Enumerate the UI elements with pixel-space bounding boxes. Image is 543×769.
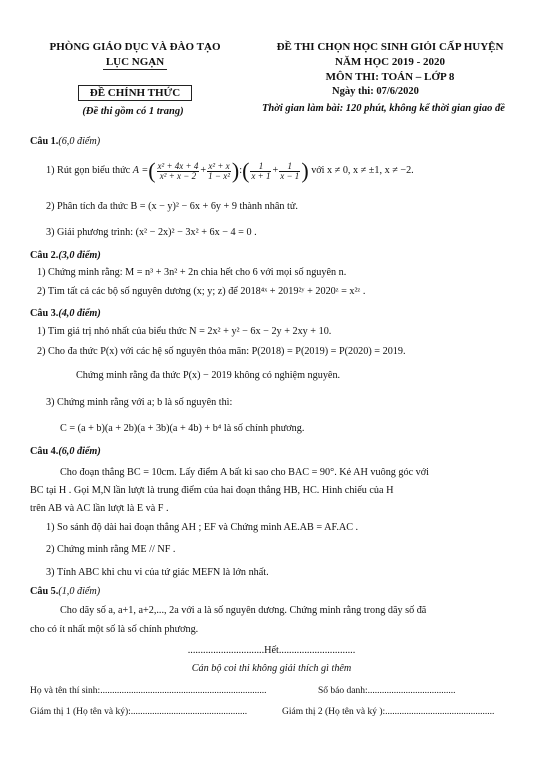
q4-part1: 1) So sánh độ dài hai đoạn thẳng AH ; EF và Chứng minh AE.AB = AF.AC .: [46, 522, 359, 533]
q4-intro-line2: BC tại H . Gọi M,N lần lượt là trung điểm của hai đoạn thẳng HB, HC. Hình chiếu của H: [30, 485, 394, 496]
q1-heading: Câu 1.(6,0 điểm): [30, 136, 101, 147]
q3-part2: 2) Cho đa thức P(x) với các hệ số nguyên thỏa mãn: P(2018) = P(2019) = P(2020) = 2019.: [37, 346, 406, 357]
q5-heading: Câu 5.(1,0 điểm): [30, 586, 101, 597]
official-label: ĐỀ CHÍNH THỨC: [89, 87, 181, 99]
candidate-number-field: Số báo danh:.....................................: [318, 686, 456, 696]
subject: MÔN THI: TOÁN – LỚP 8: [325, 71, 455, 83]
duration: Thời gian làm bài: 120 phút, không kể thời gian giao đề: [262, 103, 505, 114]
proctor1-field: Giám thị 1 (Họ tên và ký):.................................................: [30, 707, 248, 717]
end-marker: ..............................Hết..............................: [187, 645, 356, 656]
q4-intro-line3: trên AB và AC lần lượt là E và F .: [30, 503, 169, 514]
q2-heading: Câu 2.(3,0 điểm): [30, 250, 101, 261]
q3-part3: 3) Chứng minh rằng với a; b là số nguyên thì:: [46, 397, 233, 408]
q4-part2: 2) Chứng minh rằng ME // NF .: [46, 544, 176, 555]
q4-part3: 3) Tính ABC khi chu vi của tứ giác MEFN là lớn nhất.: [46, 567, 269, 578]
q1-part1: 1) Rút gọn biểu thức A = ( $\frac{\text{x² + 4x + 4}}{\text{x² + x − 2}}$ + $\frac{\text{x² + x}}{\text{1 − x²}}$ ) : ( $\frac{1}{x + 1}$ + $\frac{1}{x - 1}$ ) với x ≠ 0, x ≠ ±1, x ≠ −2.: [46, 158, 414, 183]
q5-line1: Cho dãy số a, a+1, a+2,..., 2a với a là số nguyên dương. Chứng minh rằng trong dãy số đã: [60, 605, 427, 616]
exam-date: Ngày thi: 07/6/2020: [332, 86, 419, 97]
exam-title: ĐỀ THI CHỌN HỌC SINH GIỎI CẤP HUYỆN: [276, 41, 504, 53]
q3-part1: 1) Tìm giá trị nhỏ nhất của biểu thức N = 2x² + y² − 6x − 2y + 2xy + 10.: [37, 326, 332, 337]
q3-part3-expr: C = (a + b)(a + 2b)(a + 3b)(a + 4b) + b⁴ là số chính phương.: [60, 423, 305, 434]
district-name: LỤC NGẠN: [105, 56, 165, 68]
q2-part1: 1) Chứng minh rằng: M = n³ + 3n² + 2n chia hết cho 6 với mọi số nguyên n.: [37, 267, 347, 278]
q1-part3: 3) Giải phương trình: (x² − 2x)² − 3x² + 6x − 4 = 0 .: [46, 227, 257, 238]
q4-heading: Câu 4.(6,0 điểm): [30, 446, 101, 457]
district-underline: [103, 69, 167, 70]
q5-line2: cho có ít nhất một số là số chính phương.: [30, 624, 199, 635]
proctor2-field: Giám thị 2 (Họ tên và ký ):..............................................: [282, 707, 495, 717]
q4-intro-line1: Cho đoạn thẳng BC = 10cm. Lấy điểm A bất kì sao cho BAC = 90°. Kẻ AH vuông góc với: [60, 467, 429, 478]
proctor-note: Cán bộ coi thi không giải thích gì thêm: [191, 663, 352, 674]
q3-part2-claim: Chứng minh rằng đa thức P(x) − 2019 không có nghiệm nguyên.: [76, 370, 341, 381]
department-name: PHÒNG GIÁO DỤC VÀ ĐÀO TẠO: [49, 41, 221, 53]
q1-part2: 2) Phân tích đa thức B = (x − y)² − 6x + 6y + 9 thành nhân tử.: [46, 201, 298, 212]
q3-heading: Câu 3.(4,0 điểm): [30, 308, 101, 319]
candidate-name-field: Họ và tên thí sinh:......................................................................: [30, 686, 267, 696]
school-year: NĂM HỌC 2019 - 2020: [335, 56, 445, 68]
pages-note: (Đề thi gồm có 1 trang): [82, 106, 184, 117]
q2-part2: 2) Tìm tất cả các bộ số nguyên dương (x; y; z) để 2018⁴ˣ + 2019²ʸ + 2020ᶻ = x²ᶻ .: [37, 286, 366, 297]
